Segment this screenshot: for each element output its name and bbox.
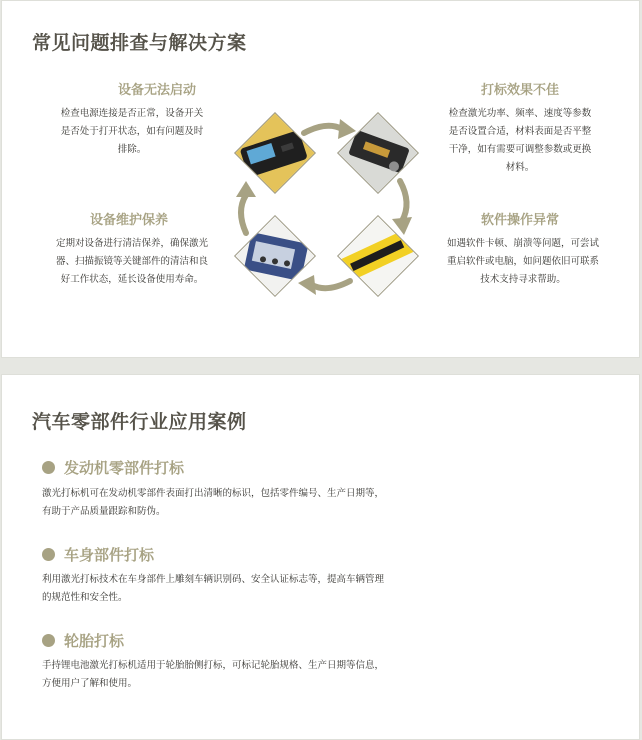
bullet-icon: [42, 548, 55, 561]
issue-title-maintenance: 设备维护保养: [89, 213, 168, 228]
cases-title: 汽车零部件行业应用案例: [32, 411, 247, 433]
cycle-arrow-icon: [232, 111, 422, 301]
case-title-tire: 轮胎打标: [64, 632, 125, 650]
issue-text-maintenance: 定期对设备进行清洁保养，确保激光器、扫描振镜等关键部件的清洁和良好工作状态，延长设备使用寿命。: [55, 238, 208, 285]
issue-text-software: 如遇软件卡顿、崩溃等问题，可尝试重启软件或电脑，如问题依旧可联系技术支持寻求帮助。: [446, 238, 599, 285]
case-title-body: 车身部件打标: [64, 546, 155, 564]
issue-title-software: 软件操作异常: [480, 213, 559, 228]
case-text-body: 利用激光打标技术在车身部件上雕刻车辆识别码、安全认证标志等，提高车辆管理的规范性和安全性。: [42, 574, 385, 603]
case-text-tire: 手持锂电池激光打标机适用于轮胎胎侧打标，可标记轮胎规格、生产日期等信息，方便用户了解和使用。: [42, 660, 385, 689]
troubleshooting-card: [1, 0, 640, 358]
bullet-icon: [42, 634, 55, 647]
issue-title-startup: 设备无法启动: [117, 83, 196, 98]
issue-title-marking: 打标效果不佳: [480, 83, 559, 98]
cases-card: [1, 374, 640, 740]
troubleshooting-title: 常见问题排查与解决方案: [32, 32, 247, 54]
issue-text-startup: 检查电源连接是否正常，设备开关是否处于打开状态，如有问题及时排除。: [60, 108, 204, 155]
bullet-icon: [42, 461, 55, 474]
case-title-engine: 发动机零部件打标: [64, 459, 185, 477]
issue-text-marking: 检查激光功率、频率、速度等参数是否设置合适，材料表面是否平整干净，如有需要可调整参数或更换材料。: [448, 108, 592, 173]
case-text-engine: 激光打标机可在发动机零部件表面打出清晰的标识，包括零件编号、生产日期等，有助于产品质量跟踪和防伪。: [42, 488, 385, 517]
